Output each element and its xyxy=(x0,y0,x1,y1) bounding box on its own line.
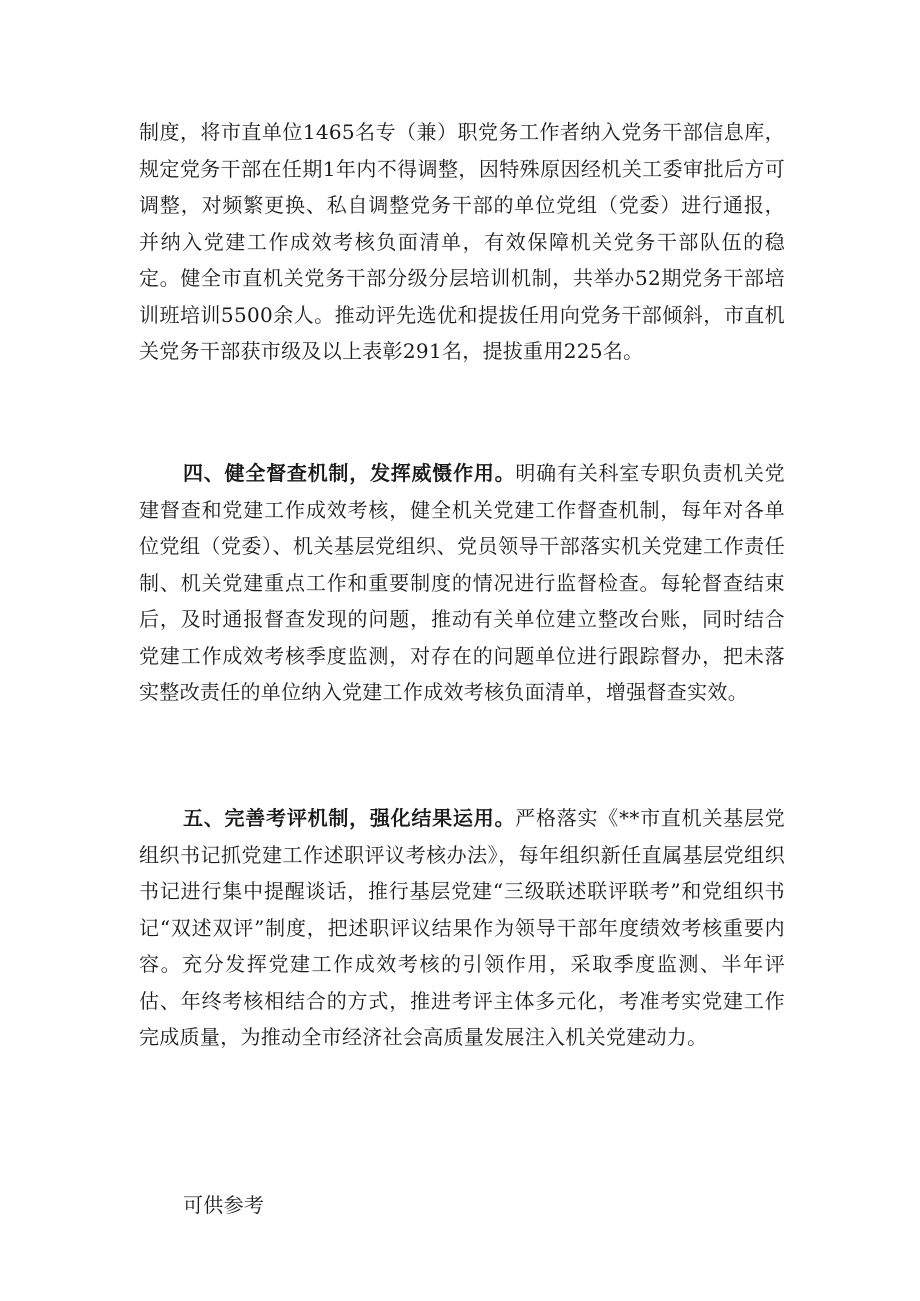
paragraph-section-4 xyxy=(139,455,785,711)
paragraph-body: 严格落实《**市直机关基层党组织书记抓党建工作述职评议考核办法》，每年组织新任直属基层党组织书记进行集中提醒谈话，推行基层党建“三级联述联评联考”和党组织书记“双述双评”制度，把述职评议结果作为领导干部年度绩效考核重要内容。充分发挥党建工作成效考核的引领作用，采取季度监测、半年评估、年终考核相结合的方式，推进考评主体多元化，考准考实党建工作完成质量，为推动全市经济社会高质量发展注入机关党建动力。 xyxy=(139,806,785,1049)
paragraph-section-5 xyxy=(139,800,785,1056)
section-heading: 五、完善考评机制，强化结果运用。 xyxy=(183,806,516,830)
paragraph-continuation xyxy=(139,114,785,370)
closing-note: 可供参考 xyxy=(183,1193,265,1217)
paragraph-body: 明确有关科室专职负责机关党建督查和党建工作成效考核，健全机关党建工作督查机制，每年对各单位党组（党委）、机关基层党组织、党员领导干部落实机关党建工作责任制、机关党建重点工作和重要制度的情况进行监督检查。每轮督查结束后，及时通报督查发现的问题，推动有关单位建立整改台账，同时结合党建工作成效考核季度监测，对存在的问题单位进行跟踪督办，把未落实整改责任的单位纳入党建工作成效考核负面清单，增强督查实效。 xyxy=(139,461,785,704)
paragraph-body: 制度，将市直单位1465名专（兼）职党务工作者纳入党务干部信息库，规定党务干部在任期1年内不得调整，因特殊原因经机关工委审批后方可调整，对频繁更换、私自调整党务干部的单位党组（党委）进行通报，并纳入党建工作成效考核负面清单，有效保障机关党务干部队伍的稳定。健全市直机关党务干部分级分层培训机制，共举办52期党务干部培训班培训5500余人。推动评先选优和提拔任用向党务干部倾斜，市直机关党务干部获市级及以上表彰291名，提拔重用225名。 xyxy=(139,120,785,363)
section-heading: 四、健全督查机制，发挥威慑作用。 xyxy=(183,461,516,485)
